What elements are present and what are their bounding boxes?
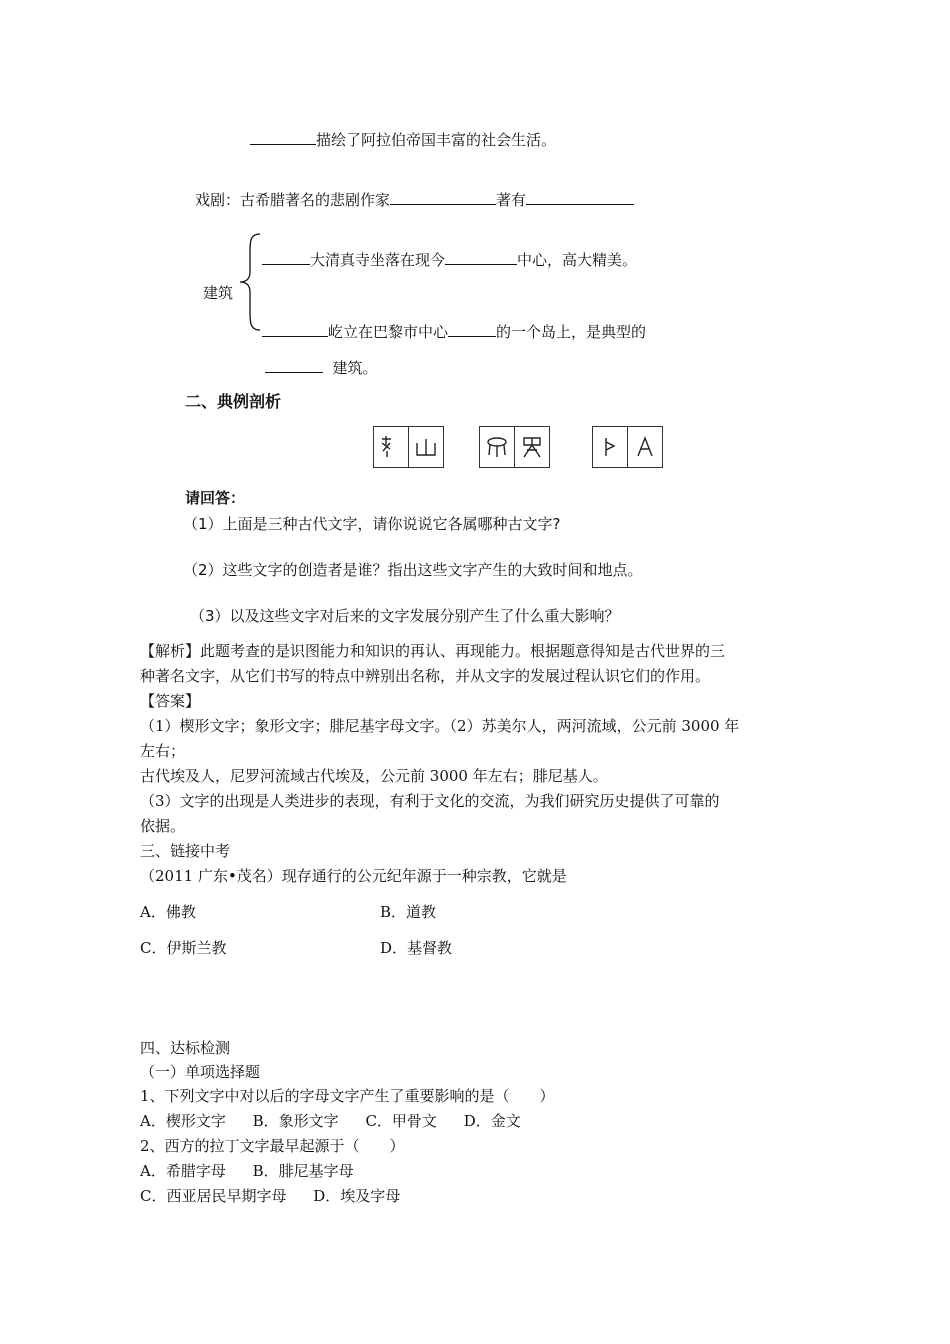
- mosque-end-text: 中心，高大精美。: [517, 251, 638, 269]
- test-question-2: 2、西方的拉丁文字最早起源于（ ）: [140, 1137, 405, 1155]
- ancient-glyph-icon: [374, 427, 408, 467]
- section-heading-exam-link: 三、链接中考: [140, 842, 231, 860]
- answer-line-2: 左右；: [140, 742, 186, 760]
- architecture-line-1: [262, 248, 637, 270]
- ancient-glyph-icon: [593, 427, 627, 467]
- ancient-glyph-icon: [480, 427, 514, 467]
- drama-label: 戏剧：古希腊著名的悲剧作家: [195, 191, 391, 209]
- blank-field[interactable]: [448, 320, 496, 337]
- option-a[interactable]: A．楔形文字: [140, 1112, 226, 1130]
- answer-line-5: 依据。: [140, 817, 186, 835]
- blank-field[interactable]: [445, 248, 517, 265]
- test-question-1: 1、下列文字中对以后的字母文字产生了重要影响的是（ ）: [140, 1087, 555, 1105]
- analysis-line-1: 【解析】此题考查的是识图能力和知识的再认、再现能力。根据题意得知是古代世界的三: [140, 642, 726, 660]
- test-q2-options-row1: [140, 1161, 354, 1181]
- drama-line: [195, 188, 634, 210]
- test-q1-options: [140, 1111, 521, 1131]
- option-b[interactable]: B．道教: [380, 903, 437, 921]
- subsection-single-choice: （一）单项选择题: [140, 1063, 261, 1081]
- answer-label: 【答案】: [140, 692, 201, 710]
- ancient-glyph-icon: [514, 427, 549, 467]
- section-heading-examples: 二、典例剖析: [185, 392, 282, 411]
- answer-line-3: 古代埃及人，尼罗河流域古代埃及，公元前 3000 年左右；腓尼基人。: [140, 767, 608, 785]
- option-a[interactable]: A．佛教: [140, 903, 196, 921]
- blank-field[interactable]: [262, 248, 310, 265]
- cuneiform-glyph-box: [373, 426, 444, 468]
- test-q2-options-row2: [140, 1186, 400, 1206]
- option-d[interactable]: D．基督教: [380, 939, 453, 957]
- answer-line-4: （3）文字的出现是人类进步的表现，有利于文化的交流，为我们研究历史提供了可靠的: [140, 792, 720, 810]
- blank-field[interactable]: [250, 128, 316, 145]
- blank-field[interactable]: [390, 188, 496, 205]
- blank-field[interactable]: [265, 356, 323, 373]
- option-c[interactable]: C．西亚居民早期字母: [140, 1187, 287, 1205]
- ancient-glyph-icon: [627, 427, 662, 467]
- blank-field[interactable]: [262, 320, 328, 337]
- option-c[interactable]: C．伊斯兰教: [140, 939, 227, 957]
- section-heading-test: 四、达标检测: [140, 1039, 231, 1057]
- answer-line-1: （1）楔形文字；象形文字；腓尼基字母文字。（2）苏美尔人，两河流域，公元前 3000 年: [140, 717, 740, 735]
- architecture-line-2: [262, 320, 646, 342]
- mosque-text: 大清真寺坐落在现今: [310, 251, 446, 269]
- option-b[interactable]: B．腓尼基字母: [252, 1162, 354, 1180]
- notre-dame-text: 屹立在巴黎市中心: [328, 323, 449, 341]
- ancient-glyph-icon: [408, 427, 443, 467]
- drama-mid-text: 著有: [496, 191, 527, 209]
- phoenician-glyph-box: [592, 426, 663, 468]
- literature-text: 描绘了阿拉伯帝国丰富的社会生活。: [316, 131, 557, 149]
- analysis-line-2: 种著名文字，从它们书写的特点中辨别出名称，并从文字的发展过程认识它们的作用。: [140, 667, 711, 685]
- curly-brace-icon: [238, 232, 262, 332]
- question-3: （3）以及这些文字对后来的文字发展分别产生了什么重大影响？: [190, 607, 620, 625]
- hieroglyph-glyph-box: [479, 426, 550, 468]
- option-d[interactable]: D．金文: [463, 1112, 521, 1130]
- option-b[interactable]: B．象形文字: [252, 1112, 339, 1130]
- option-d[interactable]: D．埃及字母: [313, 1187, 401, 1205]
- option-c[interactable]: C．甲骨文: [365, 1112, 437, 1130]
- question-2: （2）这些文字的创造者是谁？指出这些文字产生的大致时间和地点。: [183, 561, 643, 579]
- architecture-style-text: 建筑。: [332, 359, 378, 377]
- literature-line: [250, 128, 556, 150]
- option-a[interactable]: A．希腊字母: [140, 1162, 226, 1180]
- notre-dame-end-text: 的一个岛上，是典型的: [496, 323, 647, 341]
- question-1: （1）上面是三种古代文字，请你说说它各属哪种古文字?: [183, 515, 561, 533]
- answer-prompt: 请回答：: [185, 489, 246, 507]
- architecture-line-3: [265, 356, 378, 378]
- blank-field[interactable]: [526, 188, 634, 205]
- architecture-label: 建筑: [203, 284, 234, 302]
- exam-question: （2011 广东•茂名）现存通行的公元纪年源于一种宗教，它就是: [140, 867, 567, 885]
